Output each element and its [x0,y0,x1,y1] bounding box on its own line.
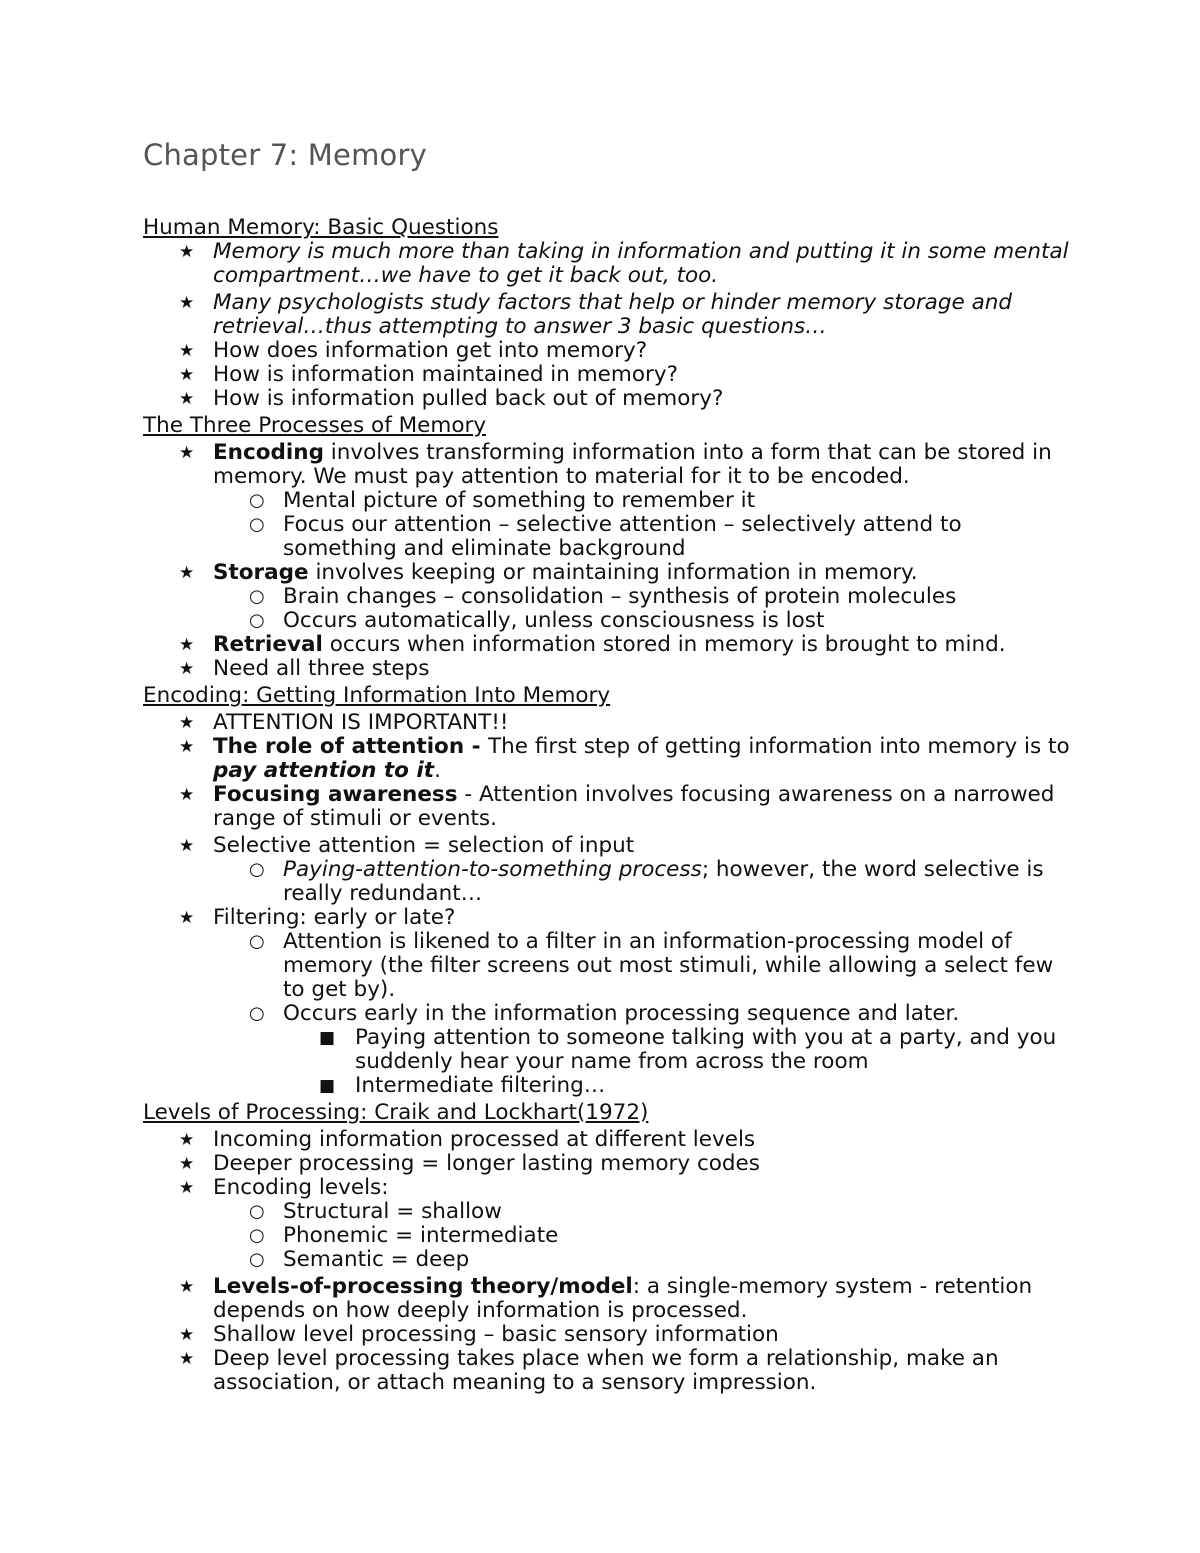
list-item: ★ How does information get into memory? [179,338,648,363]
section-heading-three-processes: The Three Processes of Memory [143,413,487,438]
list-item: ○ Occurs automatically, unless consciousness is lost [249,608,825,633]
list-item: ■ Intermediate filtering… [319,1073,606,1098]
star-bullet-icon: ★ [179,1178,195,1198]
list-item: ○ Occurs early in the information processing sequence and later. [249,1001,960,1026]
list-item: ○ Structural = shallow [249,1199,502,1224]
list-item: ★ How is information pulled back out of memory? [179,386,724,411]
star-bullet-icon: ★ [179,713,195,733]
basic-questions-list [143,240,1073,411]
star-bullet-icon: ★ [179,1325,195,1345]
list-item: ★ Shallow level processing – basic sensory information [179,1322,779,1347]
list-item: ★ Levels-of-processing theory/model: a single-memory system - retention depends on how deeply information is processed. [179,1274,1033,1323]
list-item: ★ Incoming information processed at different levels [179,1127,756,1152]
list-item: ★ Deep level processing takes place when we form a relationship, make an association, or attach meaning to a sensory impression. [179,1346,999,1395]
circle-bullet-icon: ○ [249,1225,265,1246]
star-bullet-icon: ★ [179,365,195,385]
star-bullet-icon: ★ [179,737,195,757]
list-item: ○ Phonemic = intermediate [249,1223,559,1248]
star-bullet-icon: ★ [179,341,195,361]
star-bullet-icon: ★ [179,242,195,262]
list-item: ★ Need all three steps [179,656,430,681]
square-bullet-icon: ■ [319,1028,336,1048]
section-heading-encoding: Encoding: Getting Information Into Memory [143,683,611,708]
list-item: ★ Retrieval occurs when information stored in memory is brought to mind. [179,632,1006,657]
list-item: ○ Brain changes – consolidation – synthesis of protein molecules [249,584,957,609]
star-bullet-icon: ★ [179,389,195,409]
star-bullet-icon: ★ [179,836,195,856]
circle-bullet-icon: ○ [249,1249,265,1270]
circle-bullet-icon: ○ [249,931,265,952]
square-bullet-icon: ■ [319,1076,336,1096]
star-bullet-icon: ★ [179,1349,195,1369]
star-bullet-icon: ★ [179,1154,195,1174]
three-processes-list [143,441,1073,681]
circle-bullet-icon: ○ [249,490,265,511]
star-bullet-icon: ★ [179,785,195,805]
list-item: ★ Encoding levels: [179,1175,389,1200]
circle-bullet-icon: ○ [249,1201,265,1222]
list-item: ★ ATTENTION IS IMPORTANT!! [179,710,509,735]
circle-bullet-icon: ○ [249,586,265,607]
encoding-list [143,711,1073,1098]
list-item: ★ Focusing awareness - Attention involves focusing awareness on a narrowed range of stimuli or events. [179,782,1055,831]
star-bullet-icon: ★ [179,1277,195,1297]
page-title: Chapter 7: Memory [143,138,427,172]
list-item: ★ Filtering: early or late? [179,905,456,930]
list-item: ○ Attention is likened to a filter in an information-processing model of memory (the filter screens out most stimuli, while allowing a select few to get by). [249,929,1054,1002]
list-item: ★ Many psychologists study factors that help or hinder memory storage and retrieval…thus attempting to answer 3 basic questions… [179,290,1013,339]
star-bullet-icon: ★ [179,293,195,313]
star-bullet-icon: ★ [179,908,195,928]
list-item: ★ Storage involves keeping or maintaining information in memory. [179,560,918,585]
circle-bullet-icon: ○ [249,1003,265,1024]
list-item: ■ Paying attention to someone talking with you at a party, and you suddenly hear your name from across the room [319,1025,1057,1074]
star-bullet-icon: ★ [179,563,195,583]
star-bullet-icon: ★ [179,1130,195,1150]
circle-bullet-icon: ○ [249,610,265,631]
list-item: ★ How is information maintained in memory? [179,362,678,387]
levels-of-processing-list [143,1128,1073,1395]
circle-bullet-icon: ○ [249,514,265,535]
document-body [143,138,1073,1395]
list-item: ★ Deeper processing = longer lasting memory codes [179,1151,760,1176]
list-item: ★ Encoding involves transforming information into a form that can be stored in memory. We must pay attention to material for it to be encoded. [179,440,1052,489]
circle-bullet-icon: ○ [249,859,265,880]
list-item: ○ Mental picture of something to remember it [249,488,756,513]
star-bullet-icon: ★ [179,443,195,463]
list-item: ★ The role of attention - The first step of getting information into memory is to pay attention to it. [179,734,1070,783]
list-item: ○ Focus our attention – selective attention – selectively attend to something and eliminate background [249,512,962,561]
section-heading-levels-of-processing: Levels of Processing: Craik and Lockhart(1972) [143,1100,649,1125]
list-item: ★ Memory is much more than taking in information and putting it in some mental compartment…we have to get it back out, too. [179,239,1069,288]
star-bullet-icon: ★ [179,635,195,655]
list-item: ★ Selective attention = selection of input [179,833,635,858]
list-item: ○ Paying-attention-to-something process; however, the word selective is really redundant… [249,857,1044,906]
section-heading-basic-questions: Human Memory: Basic Questions [143,215,499,240]
star-bullet-icon: ★ [179,659,195,679]
list-item: ○ Semantic = deep [249,1247,470,1272]
